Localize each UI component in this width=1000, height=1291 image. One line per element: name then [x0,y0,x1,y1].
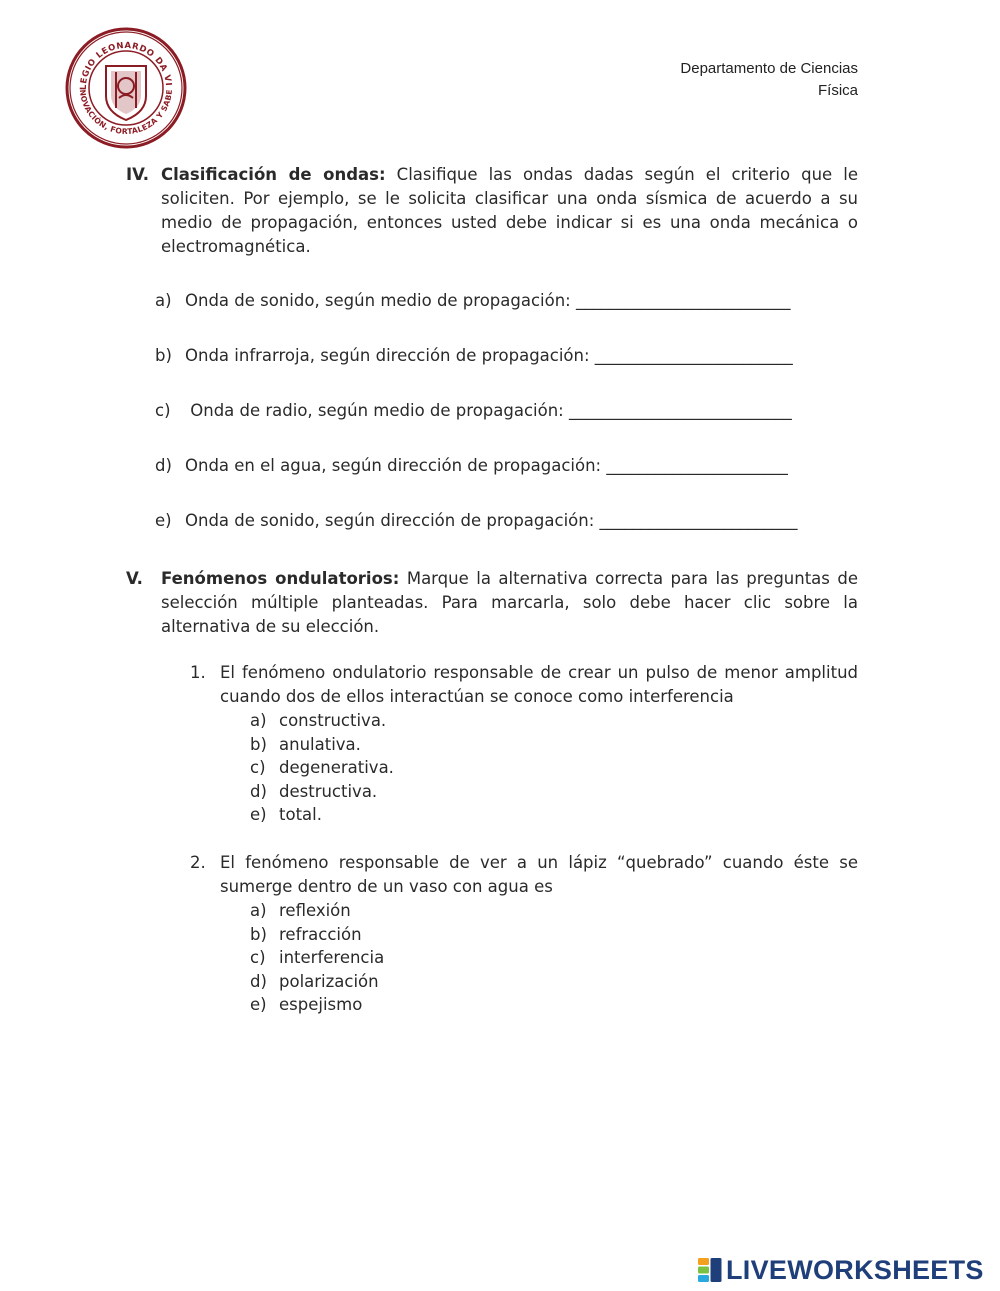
option-letter: d) [250,971,267,991]
option-text: anulativa. [279,734,361,754]
item-text: Onda de radio, según medio de propagación: ___________________________ [185,401,792,420]
question-text: El fenómeno responsable de ver a un lápiz “quebrado” cuando éste se sumerge dentro de un vaso con agua es [220,853,858,896]
item-letter: e) [155,511,172,530]
school-seal-logo [64,26,188,150]
option-c[interactable] [250,756,858,780]
option-letter: d) [250,781,267,801]
option-text: destructiva. [279,781,378,801]
item-letter: b) [155,346,172,365]
option-letter: e) [250,995,267,1014]
classification-item-a[interactable] [155,291,790,310]
option-letter: c) [250,758,266,777]
question-2-options [250,899,858,1017]
section-v [126,567,858,639]
item-letter: c) [155,401,171,420]
section-iv-number: IV. [126,165,150,184]
option-text: espejismo [279,995,363,1014]
option-e[interactable] [250,993,858,1017]
option-e[interactable] [250,803,858,827]
option-text: refracción [279,924,362,944]
option-b[interactable] [250,923,858,947]
item-text: Onda en el agua, según dirección de propagación: ______________________ [185,456,788,475]
section-iv-title: Clasificación de ondas: [161,165,386,184]
brand-text: LIVEWORKSHEETS [726,1254,984,1285]
option-a[interactable] [250,899,858,923]
option-d[interactable] [250,780,858,804]
option-b[interactable] [250,733,858,757]
classification-item-c[interactable] [155,401,792,420]
option-text: polarización [279,971,379,991]
option-text: degenerativa. [279,758,394,777]
question-1 [190,661,858,827]
option-c[interactable] [250,946,858,970]
section-iv [126,163,858,259]
classification-item-d[interactable] [155,456,788,475]
option-letter: a) [250,711,267,730]
section-iv-instructions-block [161,163,858,259]
item-text: Onda infrarroja, según dirección de propagación: ________________________ [185,346,793,365]
section-v-instructions-block [161,567,858,639]
department-name: Departamento de Ciencias [680,60,858,77]
svg-text:INNOVACIÓN, FORTALEZA Y SABER.: NOVACIÓN, FORTALEZA Y SABE [77,88,175,137]
question-1-options [250,709,858,827]
item-letter: d) [155,456,172,475]
option-text: interferencia [279,948,385,967]
option-text: total. [279,805,322,824]
option-text: reflexión [279,901,351,920]
item-text: Onda de sonido, según medio de propagación: __________________________ [185,291,791,310]
page-header [680,58,858,102]
section-v-instructions: Marque la alternativa correcta para las preguntas de selección múltiple planteadas. Para marcarla, solo debe hacer clic sobre la alternativa de su elección. [161,569,858,636]
item-letter: a) [155,291,172,310]
option-a[interactable] [250,709,858,733]
subject-name: Física [817,82,858,99]
option-d[interactable] [250,970,858,994]
svg-text:COLEGIO LEONARDO DA VINCI: LEGIO LEONARDO DA VI [78,40,173,91]
question-2 [190,851,858,1017]
option-letter: b) [250,734,267,754]
classification-item-e[interactable] [155,511,798,530]
option-text: constructiva. [279,711,387,730]
item-text: Onda de sonido, según dirección de propagación: ________________________ [185,511,798,530]
option-letter: b) [250,924,267,944]
liveworksheets-brand[interactable] [697,1256,984,1284]
section-iv-instructions: Clasifique las ondas dadas según el criterio que le soliciten. Por ejemplo, se le solicita clasificar una onda sísmica de acuerdo a su medio de propagación, entonces usted debe indicar si es una onda mecánica o electromagnética. [161,165,858,256]
question-number: 2. [190,853,206,872]
option-letter: a) [250,901,267,920]
section-v-number: V. [126,569,143,588]
live-blocks-icon [697,1257,723,1283]
classification-item-b[interactable] [155,346,793,365]
question-number: 1. [190,663,206,682]
question-text: El fenómeno ondulatorio responsable de crear un pulso de menor amplitud cuando dos de ellos interactúan se conoce como interferencia [220,663,858,706]
option-letter: c) [250,948,266,967]
section-v-title: Fenómenos ondulatorios: [161,569,400,588]
option-letter: e) [250,805,267,824]
